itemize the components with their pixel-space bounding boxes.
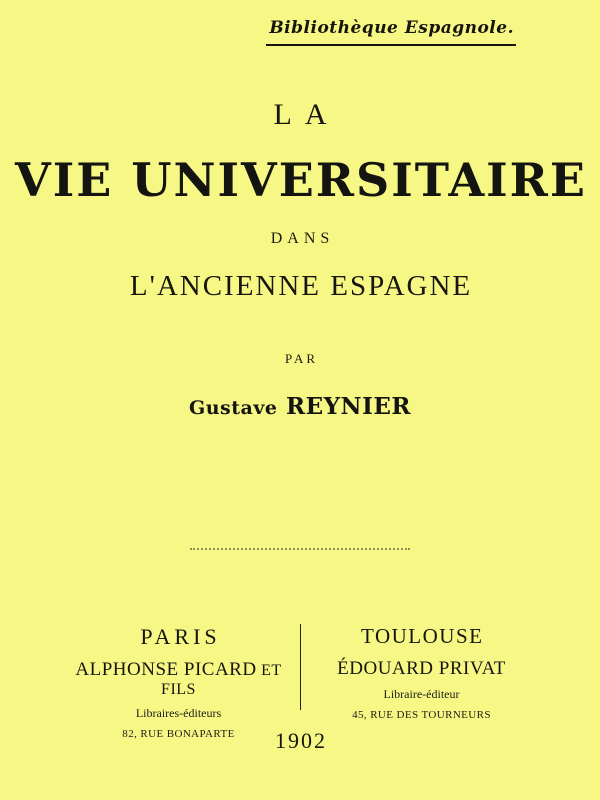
title-block bbox=[0, 100, 600, 420]
series-underline bbox=[266, 44, 516, 46]
imprint-right-address: 45, RUE DES TOURNEURS bbox=[352, 709, 491, 721]
imprint-left bbox=[64, 624, 294, 740]
imprint-left-address: 82, RUE BONAPARTE bbox=[122, 728, 235, 740]
imprint-right-publisher bbox=[307, 658, 537, 680]
imprint-right-city: TOULOUSE bbox=[361, 624, 484, 648]
title-subtitle: L'ANCIENNE ESPAGNE bbox=[129, 270, 473, 303]
series-title: Bibliothèque Espagnole. bbox=[269, 18, 514, 38]
decorative-divider bbox=[190, 548, 410, 550]
imprint-left-publisher-suffix: ET FILS bbox=[161, 662, 282, 698]
author-last-name: REYNIER bbox=[285, 393, 411, 421]
title-article: LA bbox=[273, 98, 340, 131]
imprint-left-publisher-name: ALPHONSE PICARD bbox=[75, 659, 257, 680]
imprint-vertical-rule bbox=[300, 624, 301, 710]
imprint-right bbox=[307, 624, 537, 721]
imprint-left-role: Libraires-éditeurs bbox=[135, 706, 222, 720]
title-connector: DANS bbox=[270, 230, 335, 248]
imprint-right-role: Libraire-éditeur bbox=[383, 687, 460, 701]
publication-year: 1902 bbox=[275, 728, 327, 753]
page-title: VIE UNIVERSITAIRE bbox=[15, 153, 587, 207]
author-name bbox=[0, 393, 600, 420]
imprint-left-city: PARIS bbox=[140, 624, 221, 649]
author-first-name: Gustave bbox=[189, 397, 278, 420]
byline-par: PAR bbox=[284, 351, 319, 367]
imprint-left-publisher bbox=[64, 659, 294, 699]
imprint-block bbox=[0, 624, 600, 740]
imprint-right-publisher-name: ÉDOUARD PRIVAT bbox=[337, 658, 506, 679]
